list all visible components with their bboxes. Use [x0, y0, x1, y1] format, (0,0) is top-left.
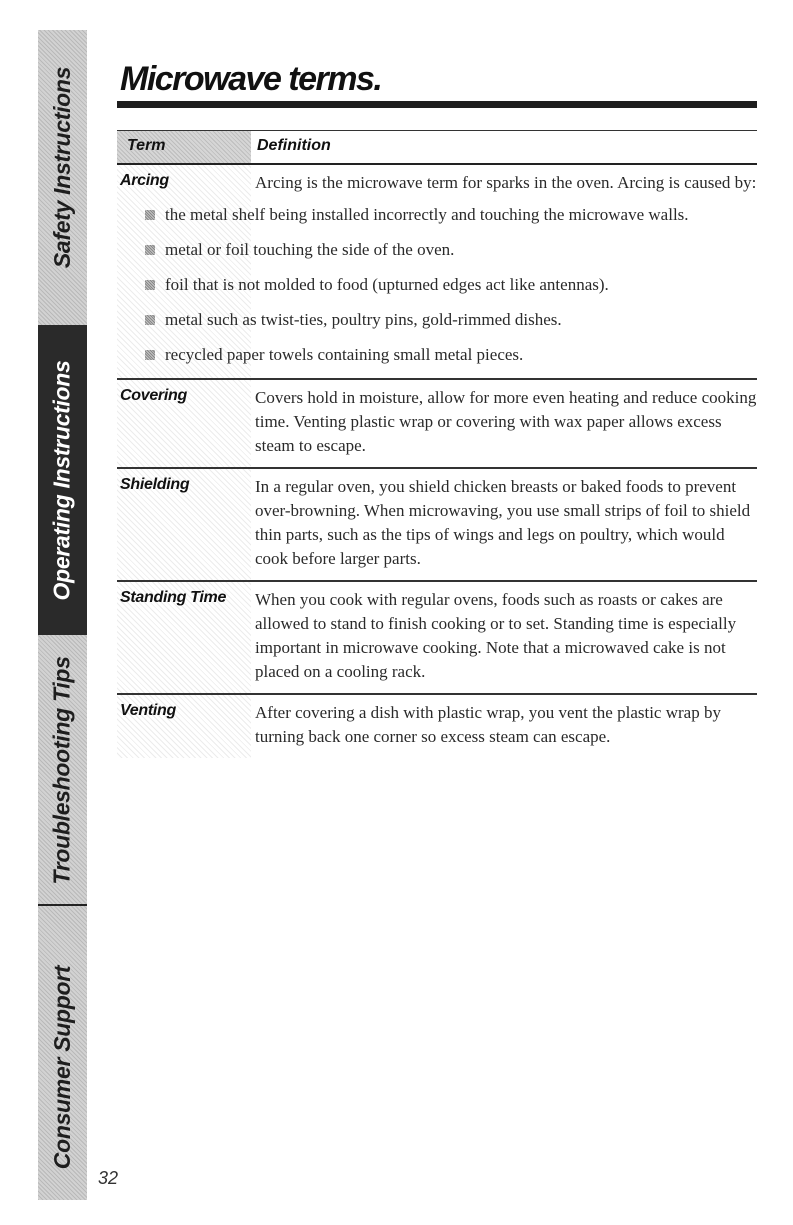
bullet-square-icon — [145, 210, 155, 220]
bullet-text: recycled paper towels containing small metal pieces. — [165, 345, 524, 364]
term-name: Shielding — [120, 476, 190, 493]
tab-label: Operating Instructions — [49, 359, 76, 601]
terms-table — [117, 130, 757, 758]
term-name: Venting — [120, 702, 176, 719]
page-number: 32 — [98, 1168, 119, 1188]
list-item — [145, 308, 757, 332]
list-item — [145, 343, 757, 367]
term-row-venting — [117, 695, 757, 758]
tab-consumer-support[interactable] — [38, 935, 87, 1200]
list-item — [145, 203, 757, 227]
term-row-covering — [117, 380, 757, 469]
tab-label: Troubleshooting Tips — [49, 655, 76, 885]
tab-troubleshooting-tips[interactable] — [38, 640, 87, 900]
header-definition: Definition — [257, 137, 331, 154]
bullet-text: foil that is not molded to food (upturned edges act like antennas). — [165, 275, 609, 294]
tab-divider — [38, 904, 87, 906]
term-row-standing-time — [117, 582, 757, 695]
bullet-text: the metal shelf being installed incorrectly and touching the microwave walls. — [165, 205, 689, 224]
page-title: Microwave terms. — [120, 60, 382, 98]
bullet-square-icon — [145, 245, 155, 255]
section-sidebar — [38, 30, 87, 1200]
term-row-arcing — [117, 165, 757, 380]
header-term: Term — [127, 137, 166, 154]
term-definition: Arcing is the microwave term for sparks in the oven. Arcing is caused by: — [255, 173, 757, 192]
tab-label: Safety Instructions — [49, 66, 76, 269]
bullet-text: metal or foil touching the side of the oven. — [165, 240, 455, 259]
tab-safety-instructions[interactable] — [38, 30, 87, 305]
list-item — [145, 238, 757, 262]
tab-label: Consumer Support — [49, 965, 76, 1170]
term-name: Standing Time — [120, 589, 227, 606]
term-definition: Covers hold in moisture, allow for more even heating and reduce cooking time. Venting plastic wrap or covering with wax paper allows excess steam to escape. — [255, 388, 757, 455]
term-definition: After covering a dish with plastic wrap, you vent the plastic wrap by turning back one corner so excess steam can escape. — [255, 703, 721, 746]
term-row-shielding — [117, 469, 757, 582]
term-definition: In a regular oven, you shield chicken breasts or baked foods to prevent over-browning. When microwaving, you use small strips of foil to shield thin parts, such as the tips of wings and legs on poultry, which would cook before larger parts. — [255, 477, 751, 568]
table-header-row — [117, 131, 757, 165]
term-name: Arcing — [120, 172, 169, 189]
bullet-square-icon — [145, 280, 155, 290]
bullet-text: metal such as twist-ties, poultry pins, gold-rimmed dishes. — [165, 310, 562, 329]
term-definition: When you cook with regular ovens, foods such as roasts or cakes are allowed to stand to finish cooking or to set. Standing time is especially important in microwave cooking. Note that a microwaved cake is not placed on a cooling rack. — [255, 590, 737, 681]
title-rule — [117, 101, 757, 108]
tab-operating-instructions[interactable] — [38, 325, 87, 635]
term-name: Covering — [120, 387, 187, 404]
list-item — [145, 273, 757, 297]
bullet-square-icon — [145, 350, 155, 360]
bullet-square-icon — [145, 315, 155, 325]
